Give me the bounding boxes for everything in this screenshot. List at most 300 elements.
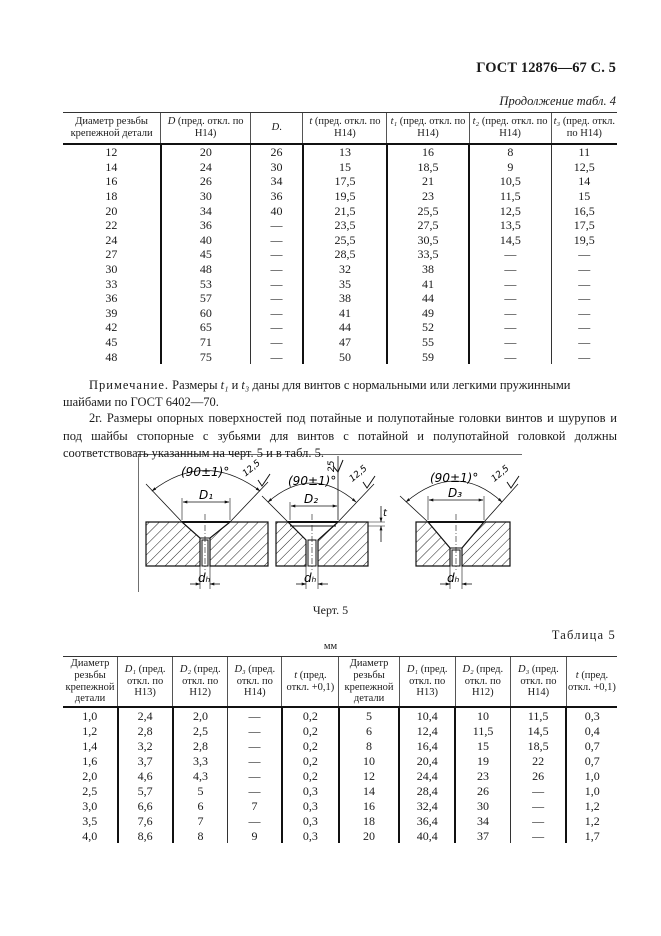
table-cell: 18 [339,813,399,828]
table-cell: 14 [105,159,118,174]
note-text-3: даны для винтов с нормальными или легкими пружинными шайбами по ГОСТ 6402—70. [63,378,571,409]
table-cell: 27,5 [387,218,469,233]
table-row [63,174,617,189]
table-cell: 7 [173,813,228,828]
table-cell: — [510,813,566,828]
table-cell: 34 [251,174,303,189]
table-cell: 3,3 [173,753,228,768]
column-symbol: D₂ [179,663,192,675]
table-cell: — [251,262,303,277]
table-cell: 22 [510,753,566,768]
table-cell: 44 [303,320,387,335]
table-cell: 10,5 [469,174,551,189]
table-cell: 6 [339,723,399,738]
table-cell: 23 [455,768,510,783]
table-row [63,349,617,364]
note-label: Примечание. [89,378,170,392]
table-cell: 57 [161,291,251,306]
table-cell: 26 [251,144,303,160]
table-cell: 13 [303,144,387,160]
table-cell: — [510,783,566,798]
table-cell: 0,4 [566,723,617,738]
table-cell: 3,7 [118,753,173,768]
table-cell: 23 [387,189,469,204]
angle-label-3: (90±1)° [430,471,479,485]
table-cell: — [228,753,282,768]
column-symbol: t [294,669,298,681]
table-cell: 4,3 [173,768,228,783]
table-cell: 49 [387,306,469,321]
table-cell: — [469,335,551,350]
table-cell: 3,5 [82,813,98,828]
table-cell: — [251,276,303,291]
table-row [63,335,617,350]
table-cell: 65 [161,320,251,335]
column-label: Диаметр резьбы крепежной детали [65,657,115,705]
table-cell: 9 [228,828,282,843]
table-cell: 36 [251,189,303,204]
table-cell: 30,5 [387,233,469,248]
column-label: (пред. откл. по Н12) [464,663,504,699]
table-cell: 0,2 [282,753,339,768]
table-cell: 36 [161,218,251,233]
table-cell: 1,0 [566,768,617,783]
table-cell: 36 [105,291,118,306]
table4-col-header [303,113,387,145]
table-cell: 0,2 [282,723,339,738]
table-cell: 33,5 [387,247,469,262]
table-cell: 1,4 [82,738,98,753]
table-cell: 0,2 [282,738,339,753]
column-symbol: t [575,669,579,681]
table-cell: 33 [105,276,118,291]
table-cell: 40,4 [399,828,455,843]
table-cell: — [551,247,617,262]
table-cell: 24,4 [399,768,455,783]
column-symbol: D₂ [462,663,474,675]
table-cell: 17,5 [303,174,387,189]
dim-label-d2: D₂ [304,492,319,506]
table5-header-row [63,657,617,708]
table-cell: 18 [105,189,118,204]
table-row [63,276,617,291]
dim-label-d1: D₁ [199,488,214,502]
table-cell: 40 [251,203,303,218]
table-row [63,707,617,723]
table5-body [63,707,617,843]
table-cell: 10,4 [399,707,455,723]
table-cell: 14,5 [469,233,551,248]
column-symbol: D [271,122,280,133]
table-cell: 19 [455,753,510,768]
table-cell: 39 [105,305,118,320]
column-symbol: D₃ [234,663,246,675]
note-symbol-t1: t₁ [220,378,229,392]
table-cell: 25,5 [387,203,469,218]
table-cell: 0,7 [566,738,617,753]
table-cell: 16 [105,174,118,189]
column-label: (пред. откл. по Н14) [479,116,548,139]
column-symbol: t₁ [390,116,398,127]
table-cell: 16 [387,144,469,160]
table-cell: 0,2 [282,768,339,783]
table-cell: 53 [161,276,251,291]
table-cell: 37 [455,828,510,843]
table-cell: — [510,828,566,843]
dim-label-t: t [383,508,387,519]
table-cell: 12,5 [469,203,551,218]
column-label: (пред. откл. по Н13) [127,663,166,699]
table-row [63,783,617,798]
table-cell: — [251,335,303,350]
table-cell: 0,7 [566,753,617,768]
column-label: (пред. откл. по Н14) [175,116,244,139]
table-cell: — [551,306,617,321]
table-cell: 20 [161,144,251,160]
table-cell: 44 [387,291,469,306]
table-cell: 11 [551,144,617,160]
table-row [63,723,617,738]
table-cell: — [469,262,551,277]
table-cell: — [251,218,303,233]
table4-col-header [251,113,303,145]
table-cell: 2,8 [173,738,228,753]
table-row [63,233,617,248]
table-cell: 47 [303,335,387,350]
table-cell: 0,3 [282,783,339,798]
table-cell: — [251,291,303,306]
table-row [63,247,617,262]
table-cell: — [228,813,282,828]
table-cell: — [228,783,282,798]
table-row [63,768,617,783]
table-row [63,203,617,218]
table-cell: 0,3 [282,813,339,828]
table5-label: Таблица 5 [551,628,616,642]
table-cell: 41 [303,306,387,321]
table-row [63,218,617,233]
table-cell: 12 [339,768,399,783]
table-cell: 9 [469,160,551,175]
table-cell: — [251,349,303,364]
table-cell: — [251,233,303,248]
table4-col-header [551,113,617,145]
table-cell: 30 [455,798,510,813]
table-cell: 50 [303,349,387,364]
table-cell: 71 [161,335,251,350]
table-cell: 18,5 [510,738,566,753]
column-label: Диаметр резьбы крепежной детали [70,116,153,139]
table-cell: 11,5 [510,707,566,723]
table-row [63,828,617,843]
table-cell: 20,4 [399,753,455,768]
table-cell: 26 [161,174,251,189]
figure-caption: Черт. 5 [312,603,349,617]
table-cell: 40 [161,233,251,248]
table-cell: 8 [469,144,551,160]
table-cell: 0,3 [282,828,339,843]
table-cell: 25,5 [303,233,387,248]
table-4 [63,112,617,364]
table-cell: 34 [455,813,510,828]
table-row [63,320,617,335]
table-row [63,813,617,828]
table-cell: 0,3 [282,798,339,813]
table-cell: 18,5 [387,160,469,175]
table-cell: 15 [551,189,617,204]
angle-label-2: (90±1)° [288,474,337,488]
table-cell: 52 [387,320,469,335]
table-cell: 10 [455,707,510,723]
table-cell: 16 [339,798,399,813]
table-row [63,160,617,175]
drawing-5 [138,454,522,594]
table-row [63,753,617,768]
table-cell: 15 [455,738,510,753]
table4-col-header [387,113,469,145]
table-cell: 8 [339,738,399,753]
table-row [63,189,617,204]
column-symbol: D [167,116,176,127]
table-cell: 17,5 [551,218,617,233]
table-cell: 30 [105,262,118,277]
table-cell: — [551,335,617,350]
table-cell: — [551,262,617,277]
column-label: (пред. откл. по Н14) [397,116,466,139]
table-cell: 28,5 [303,247,387,262]
roughness-label-1: 12,5 [240,458,263,480]
table-row [63,144,617,160]
table-row [63,798,617,813]
table5-col-header [566,657,617,708]
table-cell: — [251,320,303,335]
table-cell: — [228,738,282,753]
column-label: (пред. откл. по Н12) [182,663,221,699]
table-cell: 12,4 [399,723,455,738]
table-cell: — [469,291,551,306]
table-cell: 26 [510,768,566,783]
table-cell: 45 [161,247,251,262]
table-cell: — [228,707,282,723]
table-cell: 23,5 [303,218,387,233]
column-symbol: D₁ [124,663,136,675]
table4-col-header [469,113,551,145]
column-label: (пред. откл. по Н14) [236,663,276,699]
table-cell: 21,5 [303,203,387,218]
table-cell: 3,0 [82,798,98,813]
table-5 [63,656,617,843]
table-cell: 35 [303,276,387,291]
table-cell: 48 [105,349,118,364]
table-cell: 1,2 [566,813,617,828]
table5-col-header [455,657,510,708]
column-label: (пред. откл. +0,1) [286,669,335,693]
note-text-1: Размеры [169,378,221,392]
table-cell: 16,5 [551,203,617,218]
table-cell: 6 [173,798,228,813]
table-cell: 41 [387,276,469,291]
table-cell: 16,4 [399,738,455,753]
table-cell: 28,4 [399,783,455,798]
dim-label-d3: D₃ [448,486,463,500]
table-cell: 2,0 [173,707,228,723]
table-cell: 36,4 [399,813,455,828]
table-cell: 4,0 [82,828,98,843]
roughness-label-top: 25 [327,460,337,472]
table-cell: — [228,723,282,738]
table-cell: 14 [551,174,617,189]
table-cell: — [469,276,551,291]
table5-units: мм [323,641,338,652]
dim-label-dh-2: dₕ [304,571,317,585]
roughness-label-3: 12,5 [489,463,512,485]
table-cell: 34 [161,203,251,218]
table-cell: 2,5 [82,783,98,798]
table-cell: 1,2 [566,798,617,813]
table4-col-header [161,113,251,145]
table-row [63,306,617,321]
table-cell: 24 [161,160,251,175]
column-symbol: t [309,116,313,127]
note-text-2: и [228,378,242,392]
table-cell: 26 [455,783,510,798]
table-cell: 4,6 [118,768,173,783]
table-cell: 45 [105,335,118,350]
table-cell: 2,4 [118,707,173,723]
table-row [63,738,617,753]
table5-col-header [173,657,228,708]
table5-col-header [63,657,118,708]
table-cell: 10 [339,753,399,768]
column-symbol: D₃ [518,663,530,675]
column-label: (пред. откл. по Н14) [312,116,381,139]
table-cell: 15 [303,160,387,175]
column-label: (пред. откл. +0,1) [568,669,616,693]
angle-label-1: (90±1)° [181,465,230,479]
table-cell: 3,2 [118,738,173,753]
document-header: ГОСТ 12876—67 С. 5 [476,60,616,76]
table-cell: 2,5 [173,723,228,738]
table-cell: 19,5 [303,189,387,204]
table5-col-header [339,657,399,708]
table-cell: 0,3 [566,707,617,723]
table-cell: 55 [387,335,469,350]
table-cell: 2,0 [82,768,98,783]
column-label: (пред. откл. по Н13) [409,663,448,699]
note-symbol-t3: t₃ [241,378,250,392]
table-cell: 21 [387,174,469,189]
table-cell: — [228,768,282,783]
table-cell: 20 [339,828,399,843]
table-cell: 1,0 [82,708,98,723]
table-cell: 13,5 [469,218,551,233]
table-row [63,262,617,277]
table-cell: — [551,276,617,291]
table4-note [63,377,617,411]
table5-col-header [510,657,566,708]
table-cell: 12,5 [551,160,617,175]
table-cell: 7 [228,798,282,813]
table4-continuation-label: Продолжение табл. 4 [499,94,616,108]
table-cell: 27 [105,247,118,262]
roughness-label-2: 12,5 [347,463,370,485]
table-cell: — [469,320,551,335]
table-cell: 75 [161,349,251,364]
table4-header-row [63,113,617,145]
table-cell: 30 [161,189,251,204]
table-cell: 32,4 [399,798,455,813]
table-cell: 5 [339,707,399,723]
table-cell: — [469,349,551,364]
table-cell: 1,2 [82,723,98,738]
table-cell: 5,7 [118,783,173,798]
table-cell: 22 [105,218,118,233]
dim-label-dh-1: dₕ [198,571,211,585]
table-cell: 38 [303,291,387,306]
column-label: (пред. откл. по Н14) [560,116,615,139]
table-cell: — [551,320,617,335]
table-cell: 11,5 [455,723,510,738]
table-cell: — [510,798,566,813]
table-cell: 59 [387,349,469,364]
column-label: (пред. откл. по Н14) [520,663,559,699]
table-cell: 1,6 [82,753,98,768]
table-cell: 11,5 [469,189,551,204]
table-cell: 2,8 [118,723,173,738]
table-cell: 42 [105,320,118,335]
table5-col-header [282,657,339,708]
table4-col-header [63,113,161,145]
table-cell: 7,6 [118,813,173,828]
column-symbol: t₃ [553,116,561,127]
table-cell: — [251,247,303,262]
table-cell: 12 [105,145,118,160]
table-cell: 0,2 [282,707,339,723]
table-cell: 6,6 [118,798,173,813]
table4-body [63,144,617,364]
paragraph-2g: 2г. Размеры опорных поверхностей под потайные и полупотайные головки винтов и шурупов и под шайбы стопорные с зубьями для винтов с потайной и полупотайной головкой должны соответствовать указанным на черт. 5 и в табл. 5. [63,411,617,460]
table-cell: 1,0 [566,783,617,798]
table5-col-header [399,657,455,708]
table-cell: 60 [161,306,251,321]
column-symbol: D₁ [406,663,419,675]
table-cell: 24 [105,232,118,247]
table-cell: 14 [339,783,399,798]
table-cell: 19,5 [551,233,617,248]
table-cell: — [251,306,303,321]
table-cell: 8,6 [118,828,173,843]
table-cell: — [551,349,617,364]
table-cell: 8 [173,828,228,843]
table-cell: — [551,291,617,306]
table-cell: — [469,306,551,321]
table-cell: 5 [173,783,228,798]
table-cell: 38 [387,262,469,277]
table-cell: 1,7 [566,828,617,843]
column-symbol: t₂ [472,116,480,127]
table5-col-header [228,657,282,708]
table-row [63,291,617,306]
table-cell: 48 [161,262,251,277]
table-cell: — [469,247,551,262]
table-cell: 14,5 [510,723,566,738]
table-cell: 32 [303,262,387,277]
table-cell: 30 [251,160,303,175]
table5-col-header [118,657,173,708]
column-label: . [279,122,282,133]
dim-label-dh-3: dₕ [447,571,460,585]
table-cell: 20 [105,203,118,218]
